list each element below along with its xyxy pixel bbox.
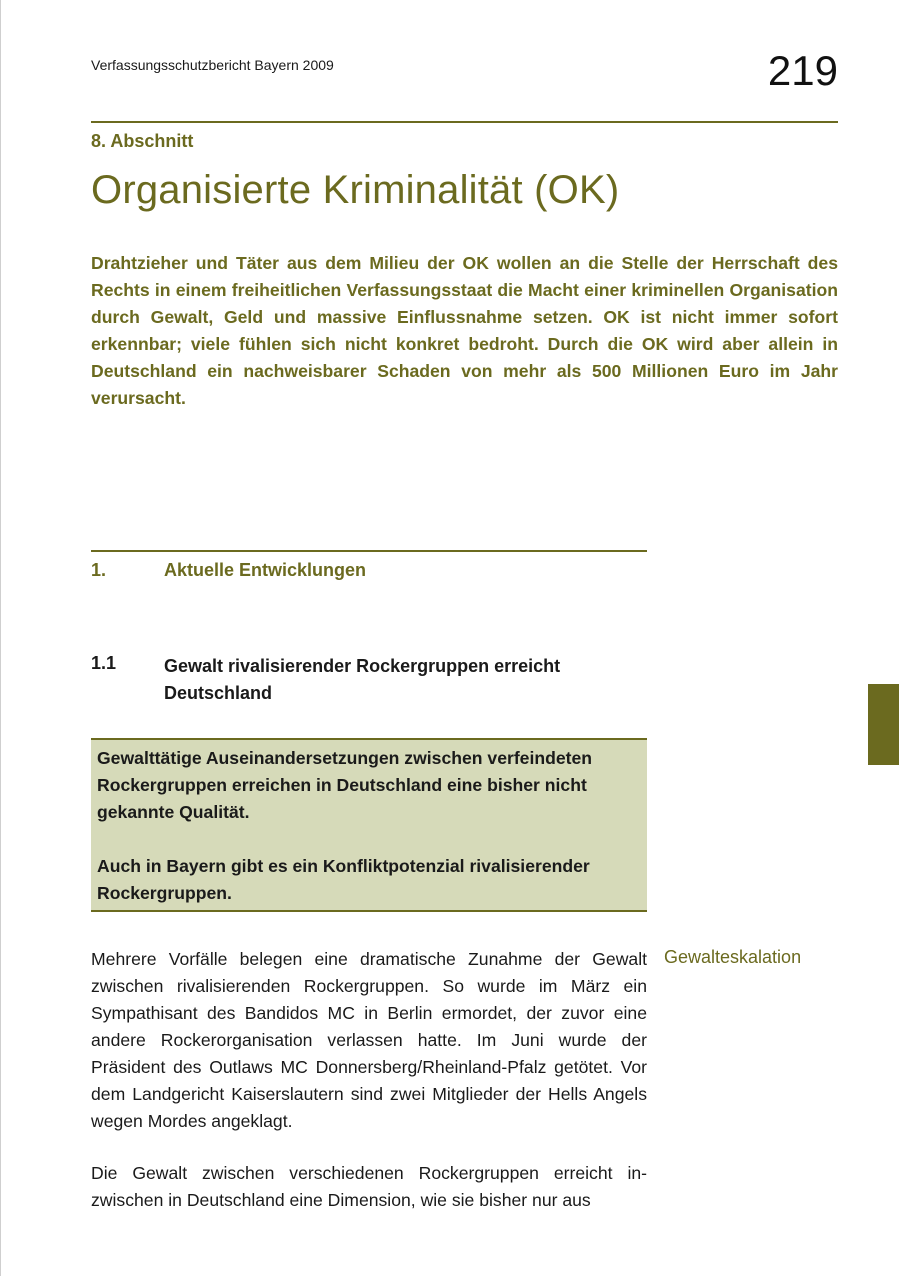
summary-paragraph: Gewalttätige Auseinandersetzungen zwischen verfeindeten Rockergruppen erreichen in Deutschland eine bisher nicht gekannte Qualität. <box>97 748 593 822</box>
page-edge <box>0 0 1 1276</box>
margin-note: Gewalteskalation <box>664 947 802 967</box>
summary-paragraph: Auch in Bayern gibt es ein Konfliktpotenzial rivalisierender Rockergruppen. <box>97 856 590 903</box>
section-title: Aktuelle Entwicklungen <box>164 560 367 580</box>
chapter-section-label: 8. Abschnitt <box>91 131 194 151</box>
running-header: Verfassungsschutzbericht Bayern 2009 <box>91 57 334 73</box>
page-number: 219 <box>767 47 838 94</box>
header-rule <box>91 121 838 123</box>
subsection-number: 1.1 <box>91 653 117 673</box>
subsection-title: Gewalt rivalisierender Rockergruppen erreicht Deutschland <box>164 656 561 703</box>
chapter-thumb-tab <box>868 684 899 765</box>
section-rule <box>91 550 647 552</box>
body-paragraph: Die Gewalt zwischen verschiedenen Rockergruppen erreicht inzwischen in Deutschland eine Dimension, wie sie bisher nur aus <box>91 1163 647 1210</box>
chapter-title: Organisierte Kriminalität (OK) <box>91 168 620 212</box>
chapter-intro: Drahtzieher und Täter aus dem Milieu der OK wollen an die Stelle der Herrschaft des Rechts in einem freiheitlichen Verfassungsstaat die Macht einer kriminellen Organisation durch Gewalt, Geld und massive Einflussnahme setzen. OK ist nicht immer sofort erkennbar; viele fühlen sich nicht konkret bedroht. Durch die OK wird aber allein in Deutschland ein nachweisbarer Schaden von mehr als 500 Millionen Euro im Jahr verursacht. <box>91 253 838 408</box>
body-paragraph: Mehrere Vorfälle belegen eine dramatische Zunahme der Gewalt zwischen rivalisierenden Rockergruppen. So wurde im März ein Sympathisant des Bandidos MC in Berlin ermordet, der zuvor eine andere Rockerorganisation verlassen hatte. Im Juni wurde der Präsident des Outlaws MC Donnersberg/Rheinland-Pfalz getötet. Vor dem Landgericht Kaiserslautern sind zwei Mitglieder der Hells Angels wegen Mordes angeklagt. <box>91 949 647 1131</box>
section-number: 1. <box>91 560 107 580</box>
summary-box <box>91 738 647 912</box>
